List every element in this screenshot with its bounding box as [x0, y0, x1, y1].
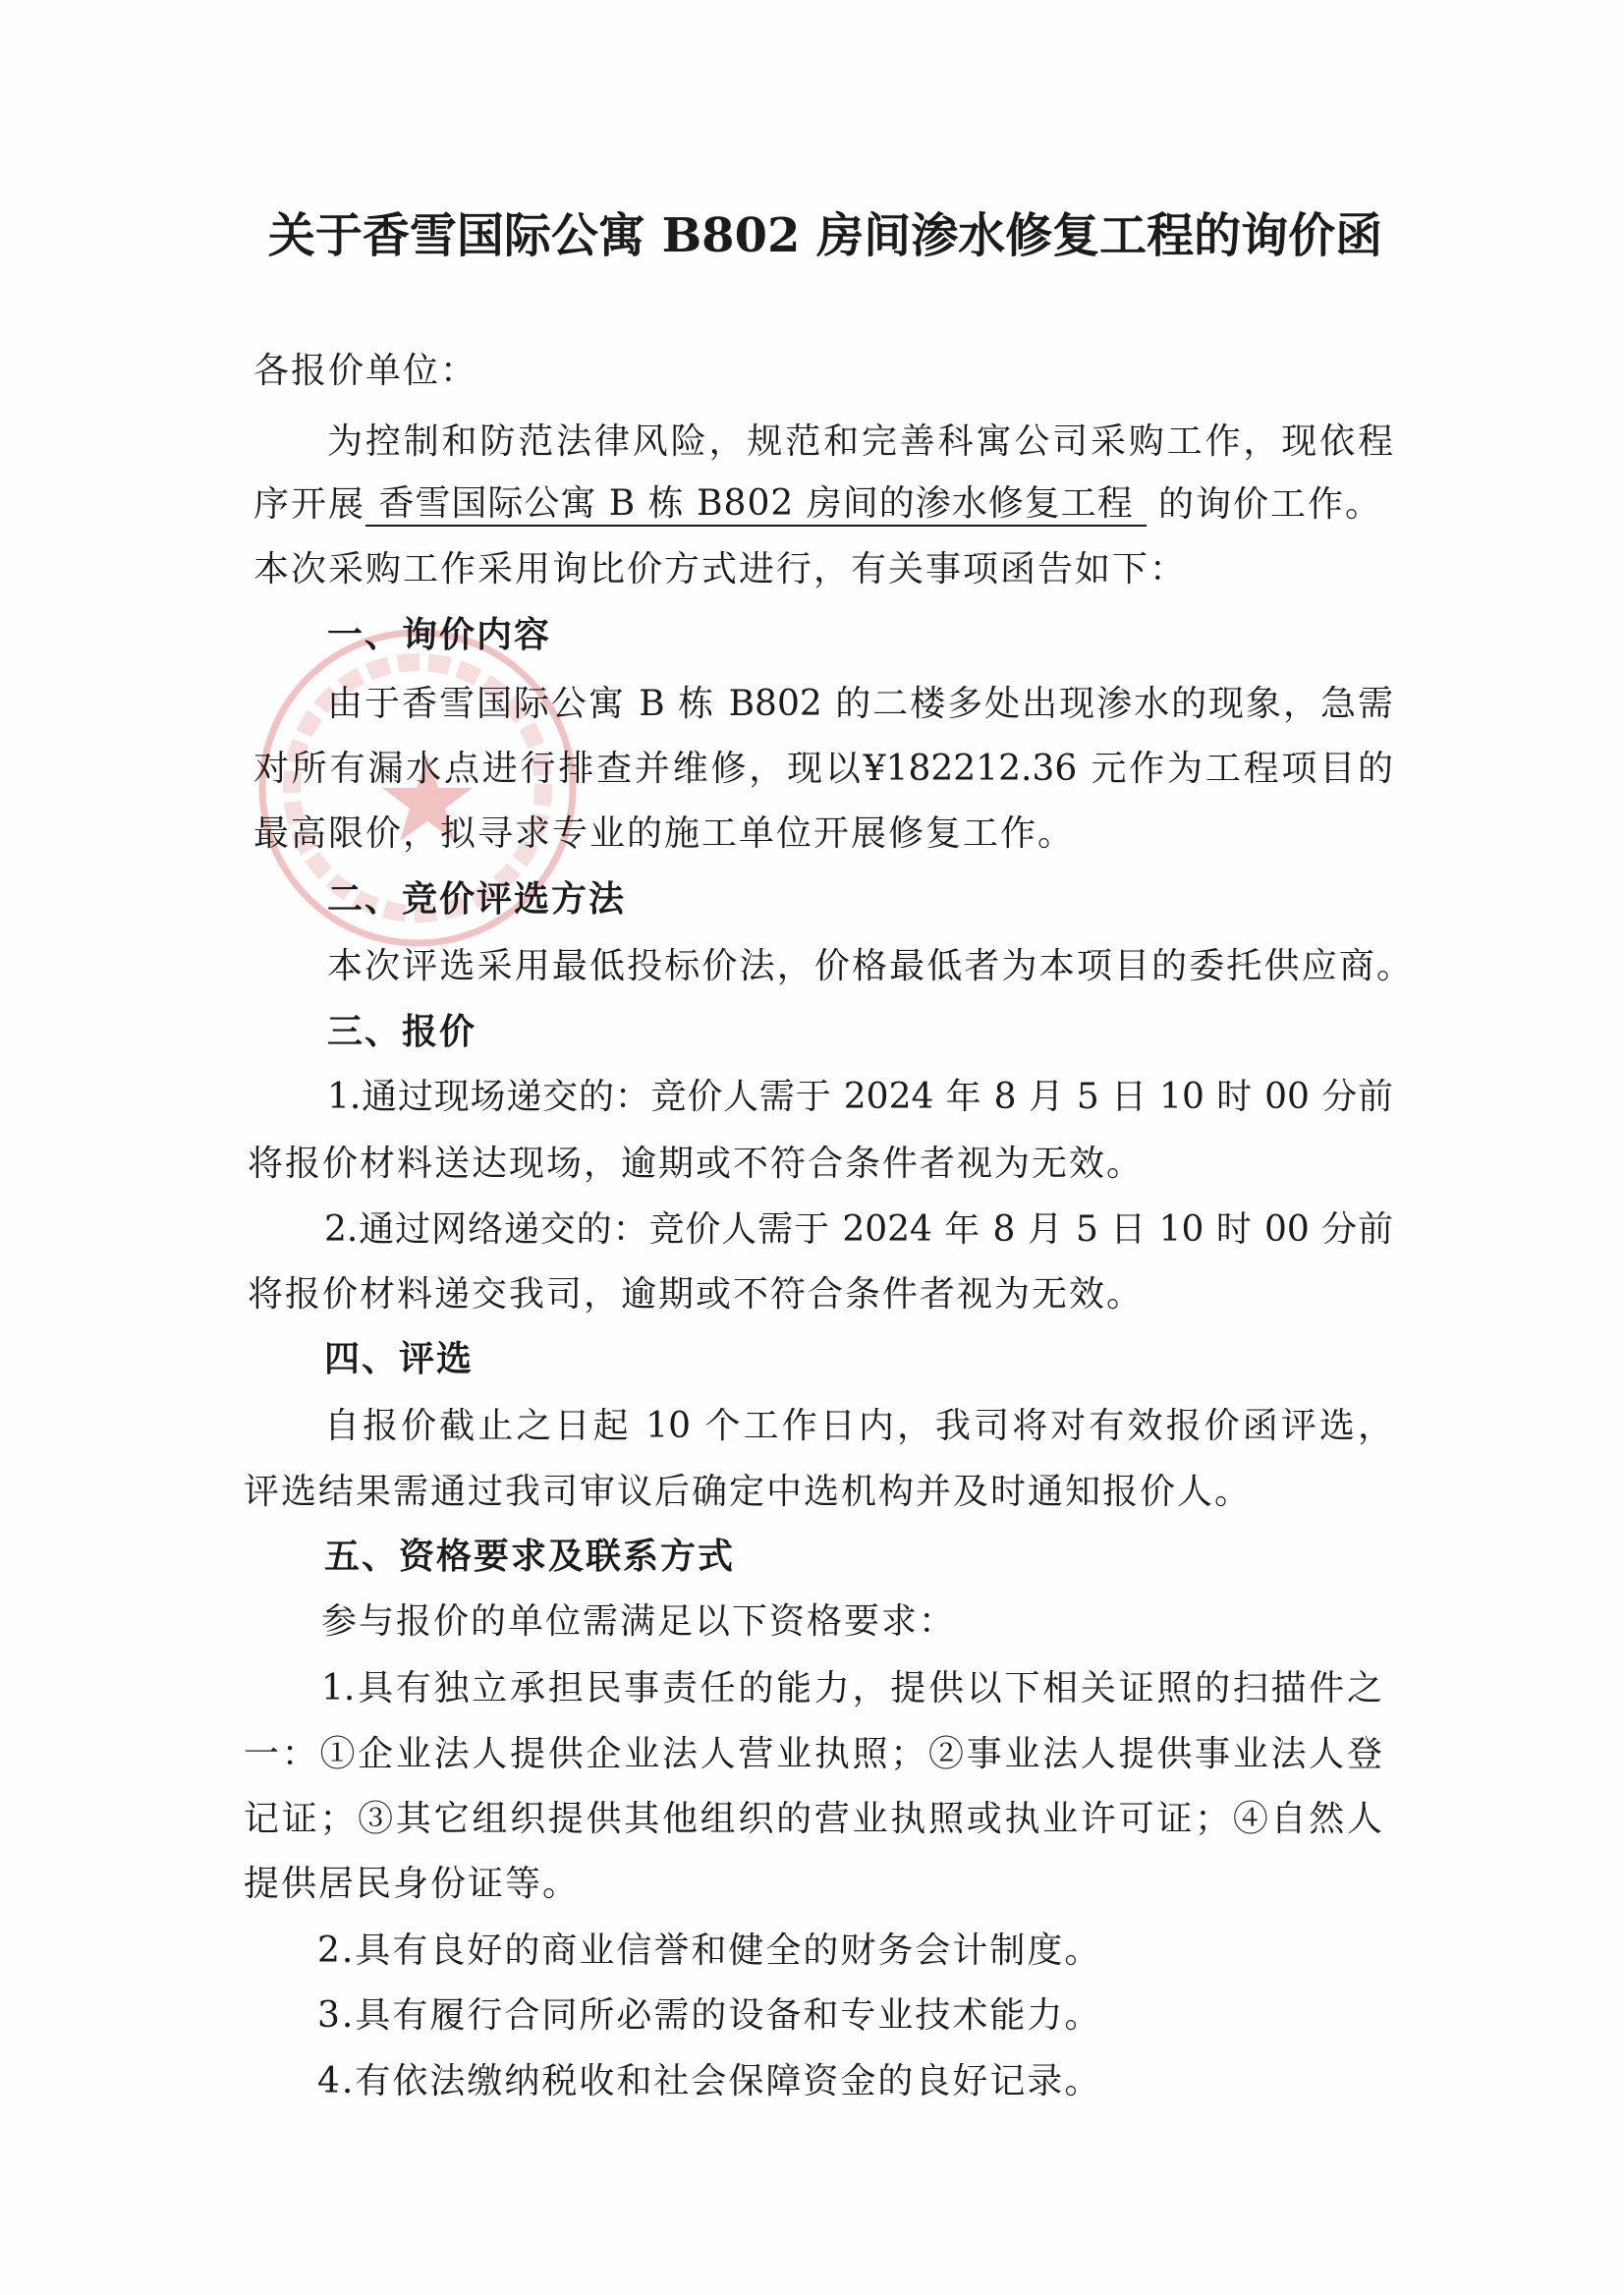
section-heading: 三、报价	[327, 1011, 477, 1052]
paragraph-line: 2.具有良好的商业信誉和健全的财务会计制度。	[317, 1931, 1102, 1971]
paragraph-line: 评选结果需通过我司审议后确定中选机构并及时通知报价人。	[244, 1472, 1253, 1512]
document-title: 关于香雪国际公寓 B802 房间渗水修复工程的询价函	[267, 208, 1383, 263]
paragraph-line: 将报价材料递交我司，逾期或不符合条件者视为无效。	[248, 1274, 1145, 1315]
paragraph-line: 1.具有独立承担民事责任的能力，提供以下相关证照的扫描件之	[321, 1668, 1382, 1708]
paragraph-line: 将报价材料送达现场，逾期或不符合条件者视为无效。	[248, 1144, 1145, 1184]
paragraph-line	[253, 483, 1382, 527]
section-heading: 四、评选	[324, 1338, 475, 1379]
paragraph-line: 3.具有履行合同所必需的设备和专业技术能力。	[317, 1995, 1102, 2036]
salutation: 各报价单位：	[253, 351, 478, 391]
section-heading: 二、竞价评选方法	[327, 878, 627, 920]
paragraph-line: 提供居民身份证等。	[244, 1864, 581, 1904]
paragraph-line: 本次评选采用最低投标价法，价格最低者为本项目的委托供应商。	[327, 946, 1412, 986]
paragraph-line: 由于香雪国际公寓 B 栋 B802 的二楼多处出现渗水的现象，急需	[327, 684, 1393, 724]
paragraph-line: 对所有漏水点进行排查并维修，现以¥182212.36 元作为工程项目的	[253, 749, 1393, 789]
paragraph-line: 记证；③其它组织提供其他组织的营业执照或执业许可证；④自然人	[244, 1799, 1382, 1839]
paragraph-line: 一：①企业法人提供企业法人营业执照；②事业法人提供事业法人登	[244, 1734, 1382, 1774]
paragraph-line: 4.有依法缴纳税收和社会保障资金的良好记录。	[317, 2061, 1102, 2101]
paragraph-line: 自报价截止之日起 10 个工作日内，我司将对有效报价函评选，	[324, 1406, 1393, 1446]
section-heading: 一、询价内容	[327, 614, 552, 655]
paragraph-line: 为控制和防范法律风险，规范和完善科寓公司采购工作，现依程	[327, 421, 1393, 462]
paragraph-line: 本次采购工作采用询比价方式进行，有关事项函告如下：	[253, 549, 1188, 589]
section-heading: 五、资格要求及联系方式	[324, 1536, 736, 1577]
paragraph-line: 最高限价，拟寻求专业的施工单位开展修复工作。	[253, 813, 1076, 854]
paragraph-line: 参与报价的单位需满足以下资格要求：	[321, 1601, 957, 1642]
paragraph-line: 1.通过现场递交的：竞价人需于 2024 年 8 月 5 日 10 时 00 分前	[327, 1077, 1393, 1117]
line-prefix: 序开展	[253, 484, 366, 525]
project-name-underlined: 香雪国际公寓 B 栋 B802 房间的渗水修复工程	[365, 483, 1147, 527]
paragraph-line: 2.通过网络递交的：竞价人需于 2024 年 8 月 5 日 10 时 00 分前	[324, 1209, 1393, 1250]
line-suffix: 的询价工作。	[1158, 484, 1383, 525]
